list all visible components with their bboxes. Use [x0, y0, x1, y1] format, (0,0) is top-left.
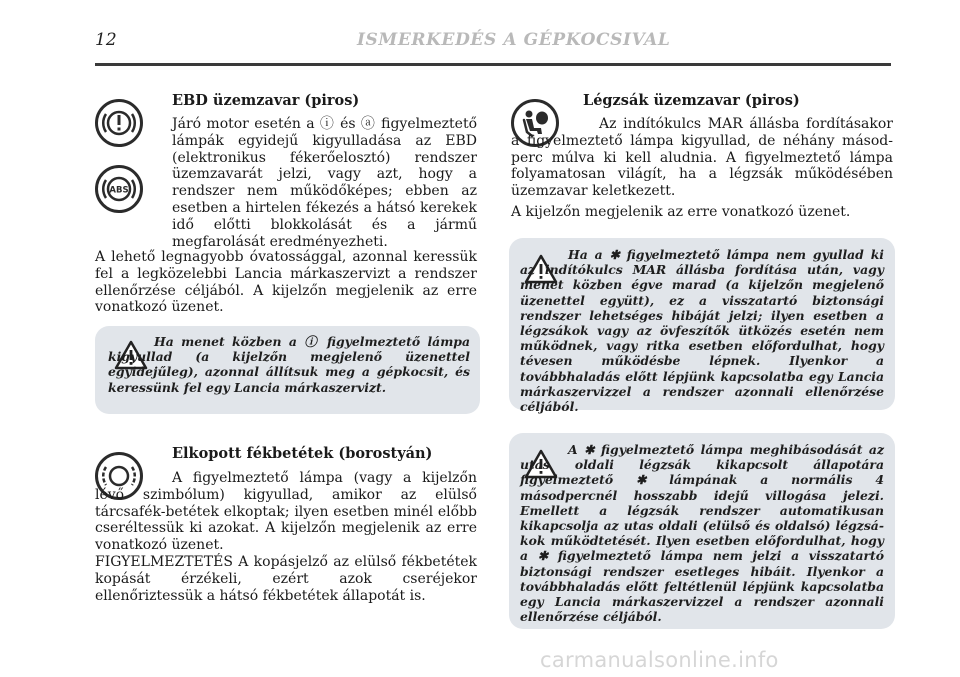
airbag-warning-text-2: A ✱ figyelmeztető lámpa meghibásodását az utas oldali légzsák kikapcsolt állapotára figyelmeztető ✱ lámpának a normális 4 másodpercnél hosszabb idejű villogása jelezi. Emellett a légzsák rendszer automatikusan kikapcsolja az utas oldali (elülső és oldalsó) légzsákok működtetését. Ilyen esetben előfordulhat, hogy a ✱ figyelmeztető lámpa nem jelzi a visszatartó biztonsági rendszer esetleges hibáit. Ilyenkor a továbbhaladás előtt feltétlenül lépjünk kapcsolatba egy Lancia márkaszervizzel a rendszer azonnali ellenőrzése céljából. [520, 442, 884, 625]
abs-icon [95, 165, 143, 213]
airbag-warning-text-1: Ha a ✱ figyelmeztető lámpa nem gyullad ki az indítókulcs MAR állásba fordítása után, vagy menet közben égve marad (a kijelzőn megjelenő üzenettel együtt), ez a visszatartó biztonsági rendszer lehetséges hibáját jelzi; ilyen esetben a légzsákok vagy az övfeszítők ütközés esetén nem működnek, vagy ritka esetben előfordulhat, hogy tévesen működésbe lépnek. Ilyenkor a továbbhaladás előtt lépjünk kapcsolatba egy Lancia márkaszervizzel a rendszer azonnali ellenőrzése céljából. [520, 247, 884, 415]
ebd-body-2: A lehető legnagyobb óvatossággal, azonnal keressük fel a legközelebbi Lancia márkaszervizt a rendszer ellenőrzése céljából. A kijelzőn megjelenik az erre vonatkozó üzenet. [95, 249, 477, 316]
airbag-body: Az indítókulcs MAR állásba fordításakor a figyelmeztető lámpa kigyullad, de néhány másodperc múlva ki kell aludnia. A figyelmeztető lámpa folyamatosan világít, ha a légzsák működésében üzemzavar keletkezett. [511, 116, 893, 200]
section-title: ISMERKEDÉS A GÉPKOCSIVAL [357, 30, 671, 50]
watermark: carmanualsonline.info [540, 648, 779, 672]
ebd-body: Járó motor esetén a ⓘ és ⓐ figyelmeztető lámpák egyidejű kigyulladása az EBD (elektronikus fékerőelosztó) rendszer üzemzavarát jelzi, vagy azt, hogy a rendszer nem működőképes; ebben az esetben a hirtelen fékezés a hátsó kerekek idő előtti blokkolását és a jármű megfarolását eredményezheti. [172, 116, 477, 250]
pads-heading: Elkopott fékbetétek (borostyán) [172, 445, 433, 462]
header-divider [95, 63, 891, 66]
brake-warning-icon [95, 99, 143, 147]
ebd-heading: EBD üzemzavar (piros) [172, 92, 360, 109]
airbag-body-2: A kijelzőn megjelenik az erre vonatkozó üzenet. [511, 204, 851, 220]
airbag-heading: Légzsák üzemzavar (piros) [583, 92, 800, 109]
pads-body: A figyelmeztető lámpa (vagy a kijelzőn lévő szimbólum) kigyullad, amikor az elülső tárcsafék-betétek elkoptak; ilyen esetben minél előbb cseréltessük ki azokat. A kijelzőn megjelenik az erre vonatkozó üzenet. [95, 470, 477, 554]
svg-text:ABS: ABS [109, 185, 129, 196]
ebd-warning-text: Ha menet közben a ⓘ figyelmeztető lámpa kigyullad (a kijelzőn megjelenő üzenettel egyidejűleg), azonnal állítsuk meg a gépkocsit, és keressünk fel egy Lancia márkaszervizt. [108, 334, 470, 395]
pads-note: FIGYELMEZTETÉS A kopásjelző az elülső fékbetétek kopását érzékeli, ezért azok cseréjekor ellenőriztessük a hátsó fékbetétek állapotát is. [95, 554, 477, 604]
page-number: 12 [95, 30, 117, 50]
